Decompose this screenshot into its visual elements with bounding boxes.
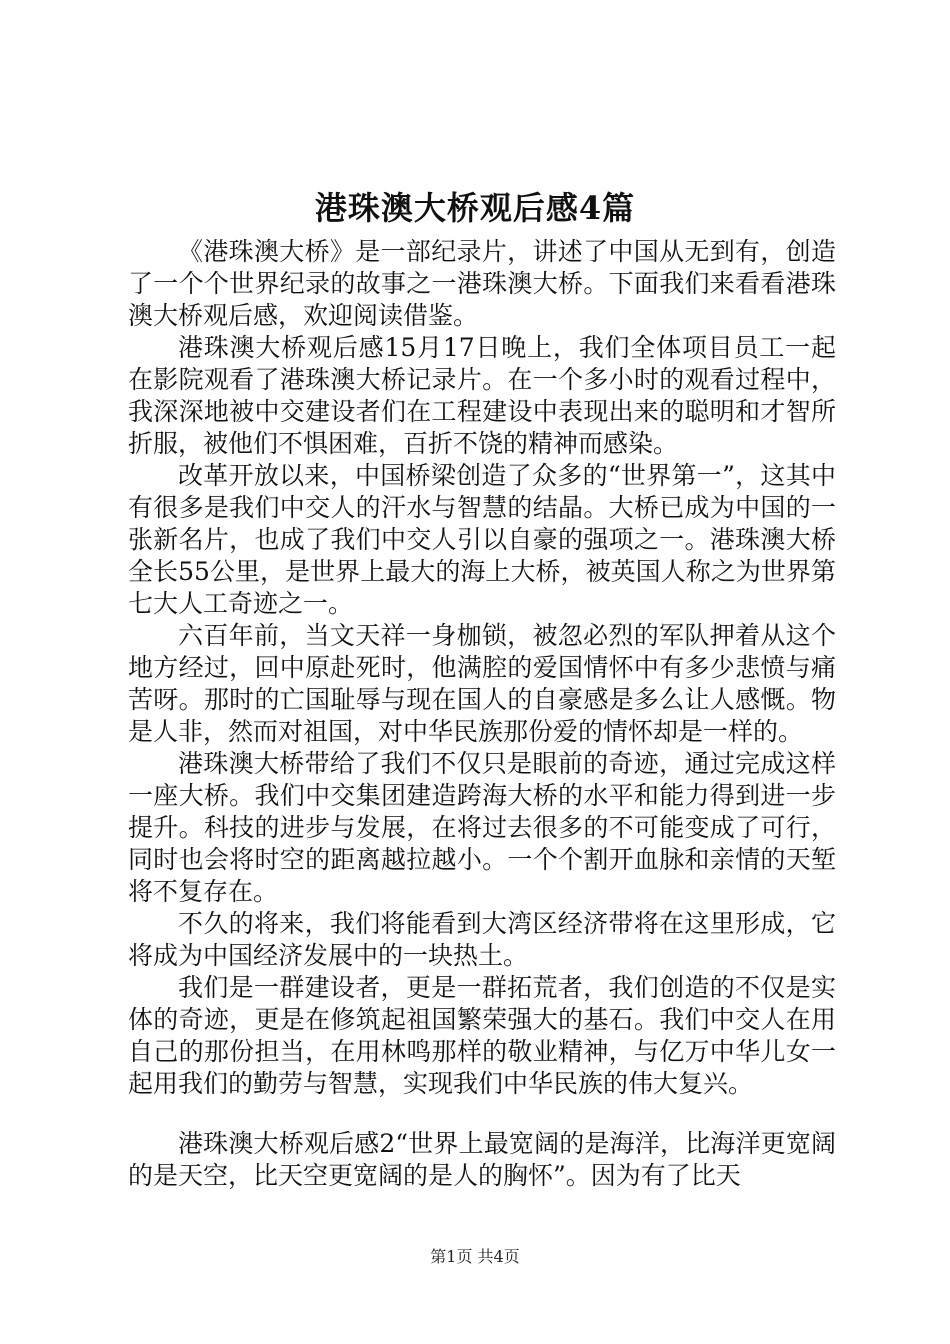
paragraph-2: 改革开放以来，中国桥梁创造了众多的“世界第一”，这其中有很多是我们中交人的汗水与智慧的结晶。大桥已成为中国的一张新名片，也成了我们中交人引以自豪的强项之一。港珠澳大桥全长55公里，是世界上最大的海上大桥，被英国人称之为世界第七大人工奇迹之一。 xyxy=(128,461,836,618)
paragraph-spacer xyxy=(128,1100,836,1128)
paragraph-1: 港珠澳大桥观后感15月17日晚上，我们全体项目员工一起在影院观看了港珠澳大桥记录片。在一个多小时的观看过程中，我深深地被中交建设者们在工程建设中表现出来的聪明和才智所折服，被他们不惧困难，百折不饶的精神而感染。 xyxy=(128,333,836,458)
paragraph-7: 港珠澳大桥观后感2“世界上最宽阔的是海洋，比海洋更宽阔的是天空，比天空更宽阔的是人的胸怀”。因为有了比天 xyxy=(128,1129,836,1190)
paragraph-intro: 《港珠澳大桥》是一部纪录片，讲述了中国从无到有，创造了一个个世界纪录的故事之一港珠澳大桥。下面我们来看看港珠澳大桥观后感，欢迎阅读借鉴。 xyxy=(128,237,836,330)
paragraph-5: 不久的将来，我们将能看到大湾区经济带将在这里形成，它将成为中国经济发展中的一块热土。 xyxy=(128,909,836,970)
document-body xyxy=(128,236,836,1192)
paragraph-6: 我们是一群建设者，更是一群拓荒者，我们创造的不仅是实体的奇迹，更是在修筑起祖国繁荣强大的基石。我们中交人在用自己的那份担当，在用林鸣那样的敬业精神，与亿万中华儿女一起用我们的勤劳与智慧，实现我们中华民族的伟大复兴。 xyxy=(128,973,836,1098)
page-footer: 第1页 共4页 xyxy=(430,1247,520,1266)
paragraph-3: 六百年前，当文天祥一身枷锁，被忽必烈的军队押着从这个地方经过，回中原赴死时，他满腔的爱国情怀中有多少悲愤与痛苦呀。那时的亡国耻辱与现在国人的自豪感是多么让人感慨。物是人非，然而对祖国，对中华民族那份爱的情怀却是一样的。 xyxy=(128,621,836,746)
document-title: 港珠澳大桥观后感4篇 xyxy=(314,189,636,227)
paragraph-4: 港珠澳大桥带给了我们不仅只是眼前的奇迹，通过完成这样一座大桥。我们中交集团建造跨海大桥的水平和能力得到进一步提升。科技的进步与发展，在将过去很多的不可能变成了可行，同时也会将时空的距离越拉越小。一个个割开血脉和亲情的天堑将不复存在。 xyxy=(128,749,836,906)
